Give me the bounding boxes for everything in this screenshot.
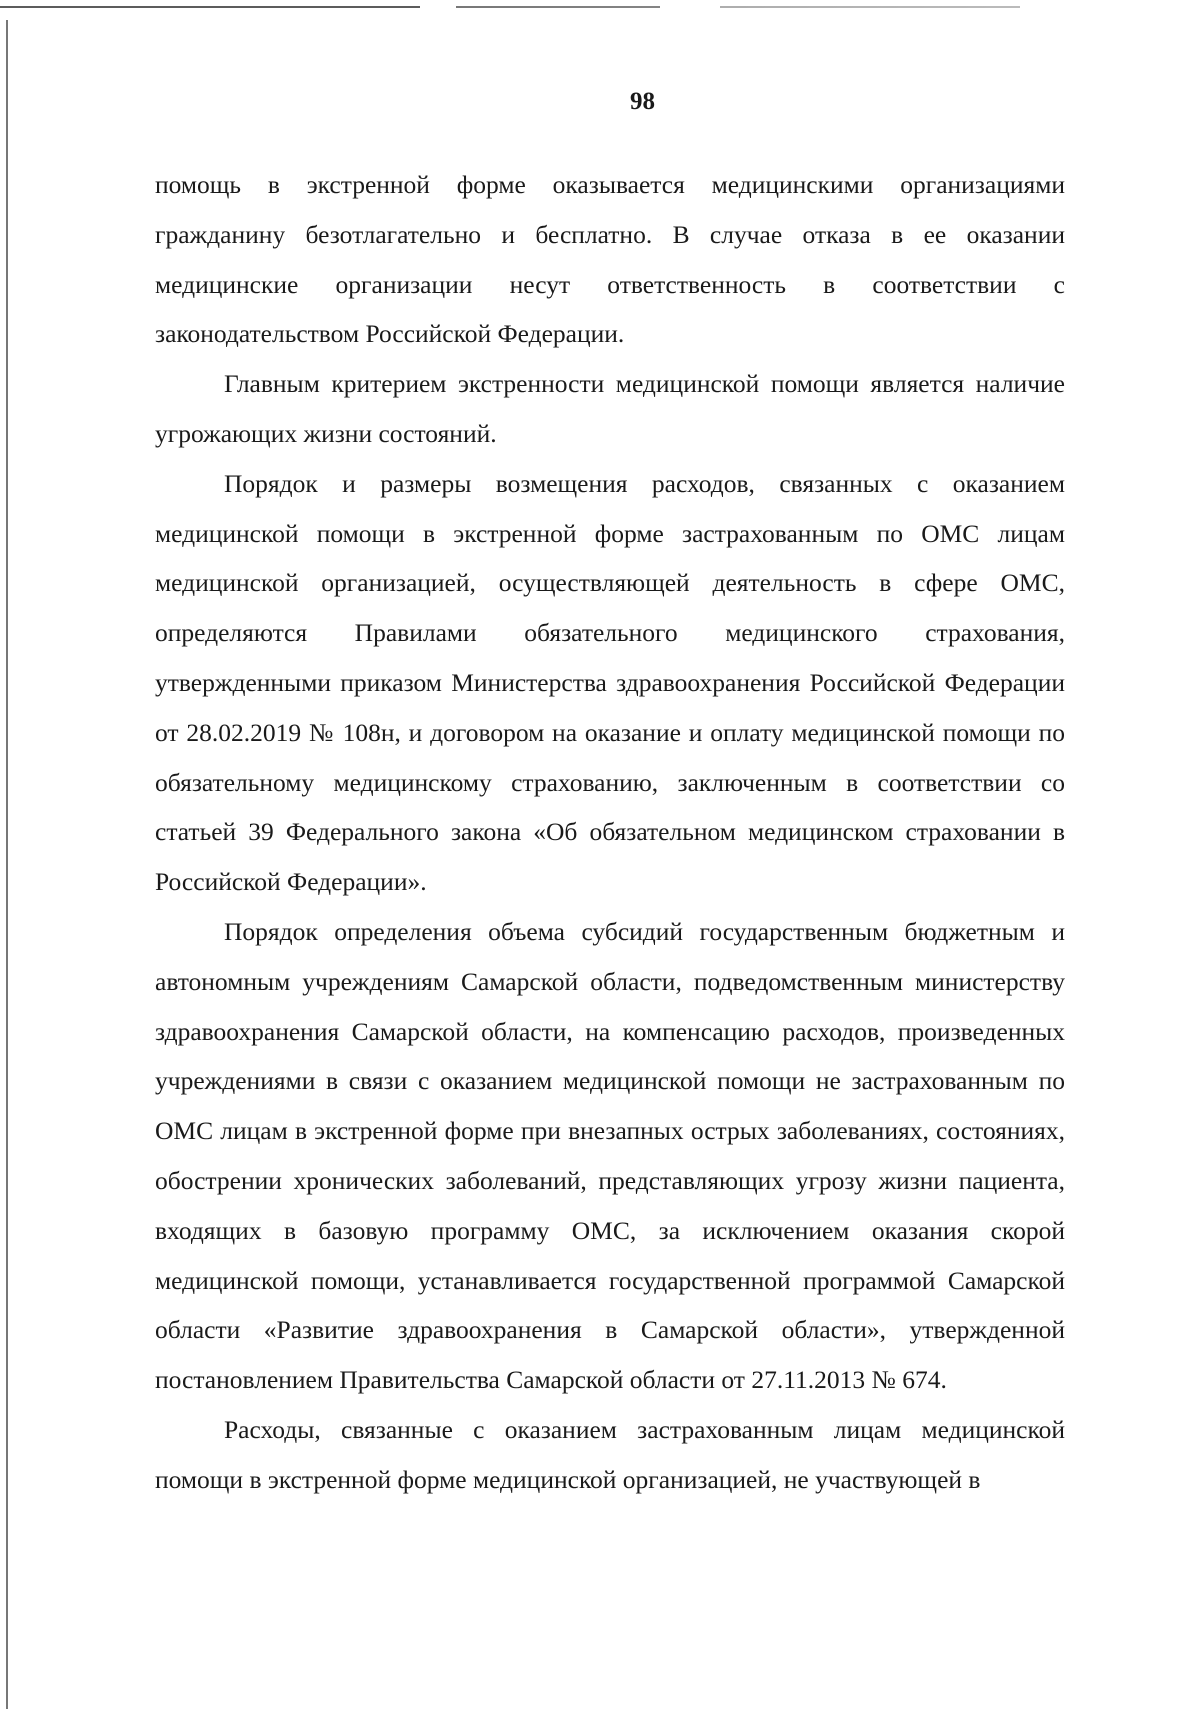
- paragraph-reimbursement-procedure: Порядок и размеры возмещения расходов, связанных с оказанием медицинской помощи в экстренной форме застрахованным по ОМС лицам медицинской организацией, осуществляющей деятельность в сфере ОМС, определяются Правилами обязательного медицинского страхования, утвержденными приказом Министерства здравоохранения Российской Федерации от 28.02.2019 № 108н, и договором на оказание и оплату медицинской помощи по обязательному медицинскому страхованию, заключенным в соответствии со статьей 39 Федерального закона «Об обязательном медицинском страховании в Российской Федерации».: [155, 468, 1065, 897]
- document-body: [155, 160, 1065, 1505]
- paragraph-subsidy-procedure: Порядок определения объема субсидий государственным бюджетным и автономным учреждениям Самарской области, подведомственным министерству здравоохранения Самарской области, на компенсацию расходов, произведенных учреждениями в связи с оказанием медицинской помощи не застрахованным по ОМС лицам в экстренной форме при внезапных острых заболеваниях, состояниях, обострении хронических заболеваний, представляющих угрозу жизни пациента, входящих в базовую программу ОМС, за исключением оказания скорой медицинской помощи, устанавливается государственной программой Самарской области «Развитие здравоохранения в Самарской области», утвержденной постановлением Правительства Самарской области от 27.11.2013 № 674.: [155, 916, 1065, 1395]
- paragraph-emergency-criterion: Главным критерием экстренности медицинской помощи является наличие угрожающих жизни состояний.: [155, 369, 1065, 448]
- paragraph-expenses: Расходы, связанные с оказанием застрахованным лицам медицинской помощи в экстренной форме медицинской организацией, не участвующей в: [155, 1414, 1065, 1494]
- paragraph-continuation: помощь в экстренной форме оказывается медицинскими организациями гражданину безотлагательно и бесплатно. В случае отказа в ее оказании медицинские организации несут ответственность в соответствии с законодательством Российской Федерации.: [155, 170, 1065, 349]
- scan-border-top: [0, 6, 1200, 8]
- page-number: 98: [630, 88, 655, 115]
- scan-border-left: [6, 20, 8, 1709]
